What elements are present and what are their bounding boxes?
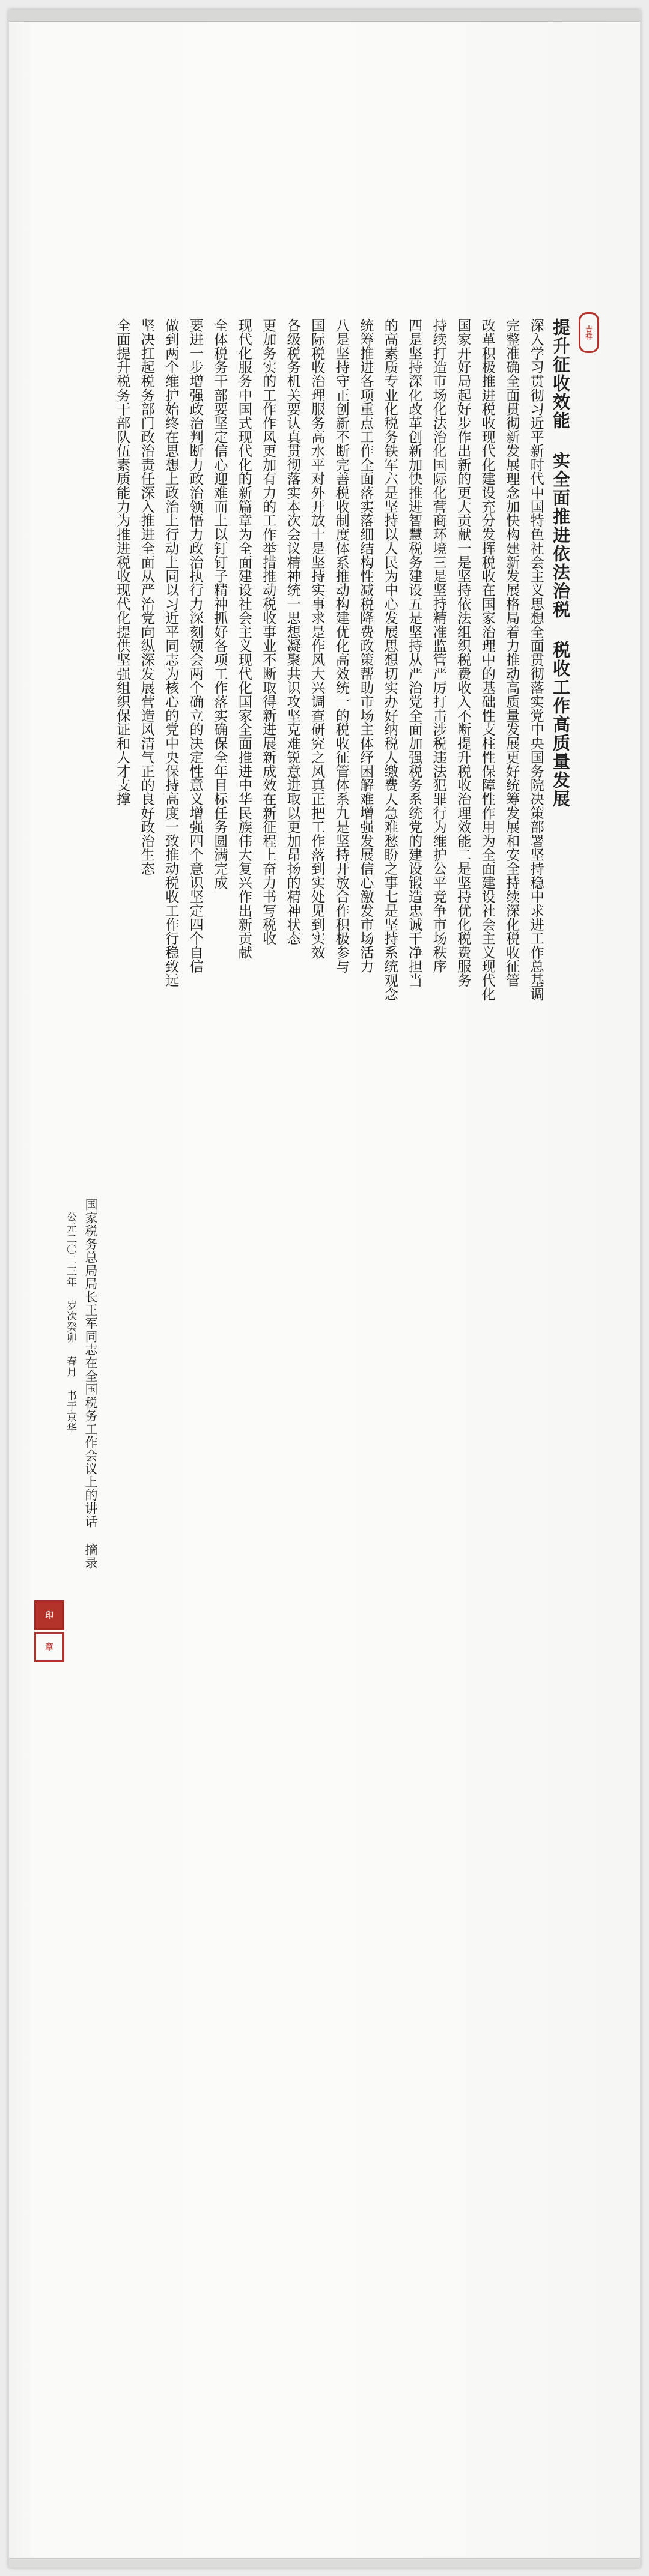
- head-seal: 吉祥: [579, 312, 599, 353]
- text-column: 要进一步增强政治判断力政治领悟力政治执行力深刻领会两个确立的决定性意义增强四个意识坚定四个自信: [187, 318, 204, 973]
- text-column: 深入学习贯彻习近平新时代中国特色社会主义思想全面贯彻落实党中央国务院决策部署坚持稳中求进工作总基调: [528, 318, 544, 1001]
- text-column: 现代化服务中国式现代化的新篇章为全面建设社会主义现代化国家全面推进中华民族伟大复兴作出新贡献: [236, 318, 252, 960]
- name-seal-outline: 章: [34, 1632, 64, 1662]
- text-column: 四是坚持深化改革创新加快推进智慧税务建设五是坚持从严治党全面加强税务系统党的建设锻造忠诚干净担当: [406, 318, 422, 987]
- text-column: 坚决扛起税务部门政治责任深入推进全面从严治党向纵深发展营造风清气正的良好政治生态: [138, 318, 155, 875]
- signature-line-2: 公元二〇二三年 岁次癸卯 春月 书于京华: [64, 1212, 76, 1433]
- text-column: 的高素质专业化税务铁军六是坚持以人民为中心发展思想切实办好纳税人缴费人急难愁盼之事七是坚持系统观念: [382, 318, 398, 1001]
- text-column: 各级税务机关要认真贯彻落实本次会议精神统一思想凝聚共识攻坚克难锐意进取以更加昂扬的精神状态: [284, 318, 301, 945]
- text-column: 改革积极推进税收现代化建设充分发挥税收在国家治理中的基础性支柱性保障性作用为全面建设社会主义现代化: [479, 318, 496, 1001]
- name-seal-red: 印: [34, 1600, 64, 1630]
- text-column: 全体税务干部要坚定信心迎难而上以钉钉子精神抓好各项工作落实确保全年目标任务圆满完成: [211, 318, 228, 890]
- text-column: 全面提升税务干部队伍素质能力为推进税收现代化提供坚强组织保证和人才支撑: [114, 318, 130, 806]
- text-column: 统筹推进各项重点工作全面落实落细结构性减税降费政策帮助市场主体纾困解难增强发展信心激发市场活力: [357, 318, 374, 973]
- text-column: 做到两个维护始终在思想上政治上行动上同以习近平同志为核心的党中央保持高度一致推动税收工作行稳致远: [162, 318, 179, 987]
- text-column: 持续打造市场化法治化国际化营商环境三是坚持精准监管严厉打击涉税违法犯罪行为维护公平竞争市场秩序: [430, 318, 447, 973]
- text-column: 完整准确全面贯彻新发展理念加快构建新发展格局着力推动高质量发展更好统筹发展和安全持续深化税收征管: [503, 318, 520, 987]
- text-column: 国际税收治理服务高水平对外开放十是坚持实事求是作风大兴调查研究之风真正把工作落到实处见到实效: [308, 318, 325, 960]
- text-column: 八是坚持守正创新不断完善税收制度体系推动构建优化高效统一的税收征管体系九是坚持开放合作积极参与: [333, 318, 350, 973]
- signature-line-1: 国家税务总局局长王军同志在全国税务工作会议上的讲话 摘录: [84, 1198, 98, 1570]
- text-column: 国家开好局起好步作出新的更大贡献一是坚持依法组织税费收入不断提升税收治理效能二是坚持优化税费服务: [454, 318, 471, 987]
- artwork-title: 提升征收效能 实全面推进依法治税 税收工作高质量发展: [550, 318, 571, 808]
- scroll-top-rod: [9, 10, 640, 22]
- text-column: 更加务实的工作作风更加有力的工作举措推动税收事业不断取得新进展新成效在新征程上奋力书写税收: [260, 318, 276, 945]
- scroll-bottom-rod: [9, 2558, 640, 2567]
